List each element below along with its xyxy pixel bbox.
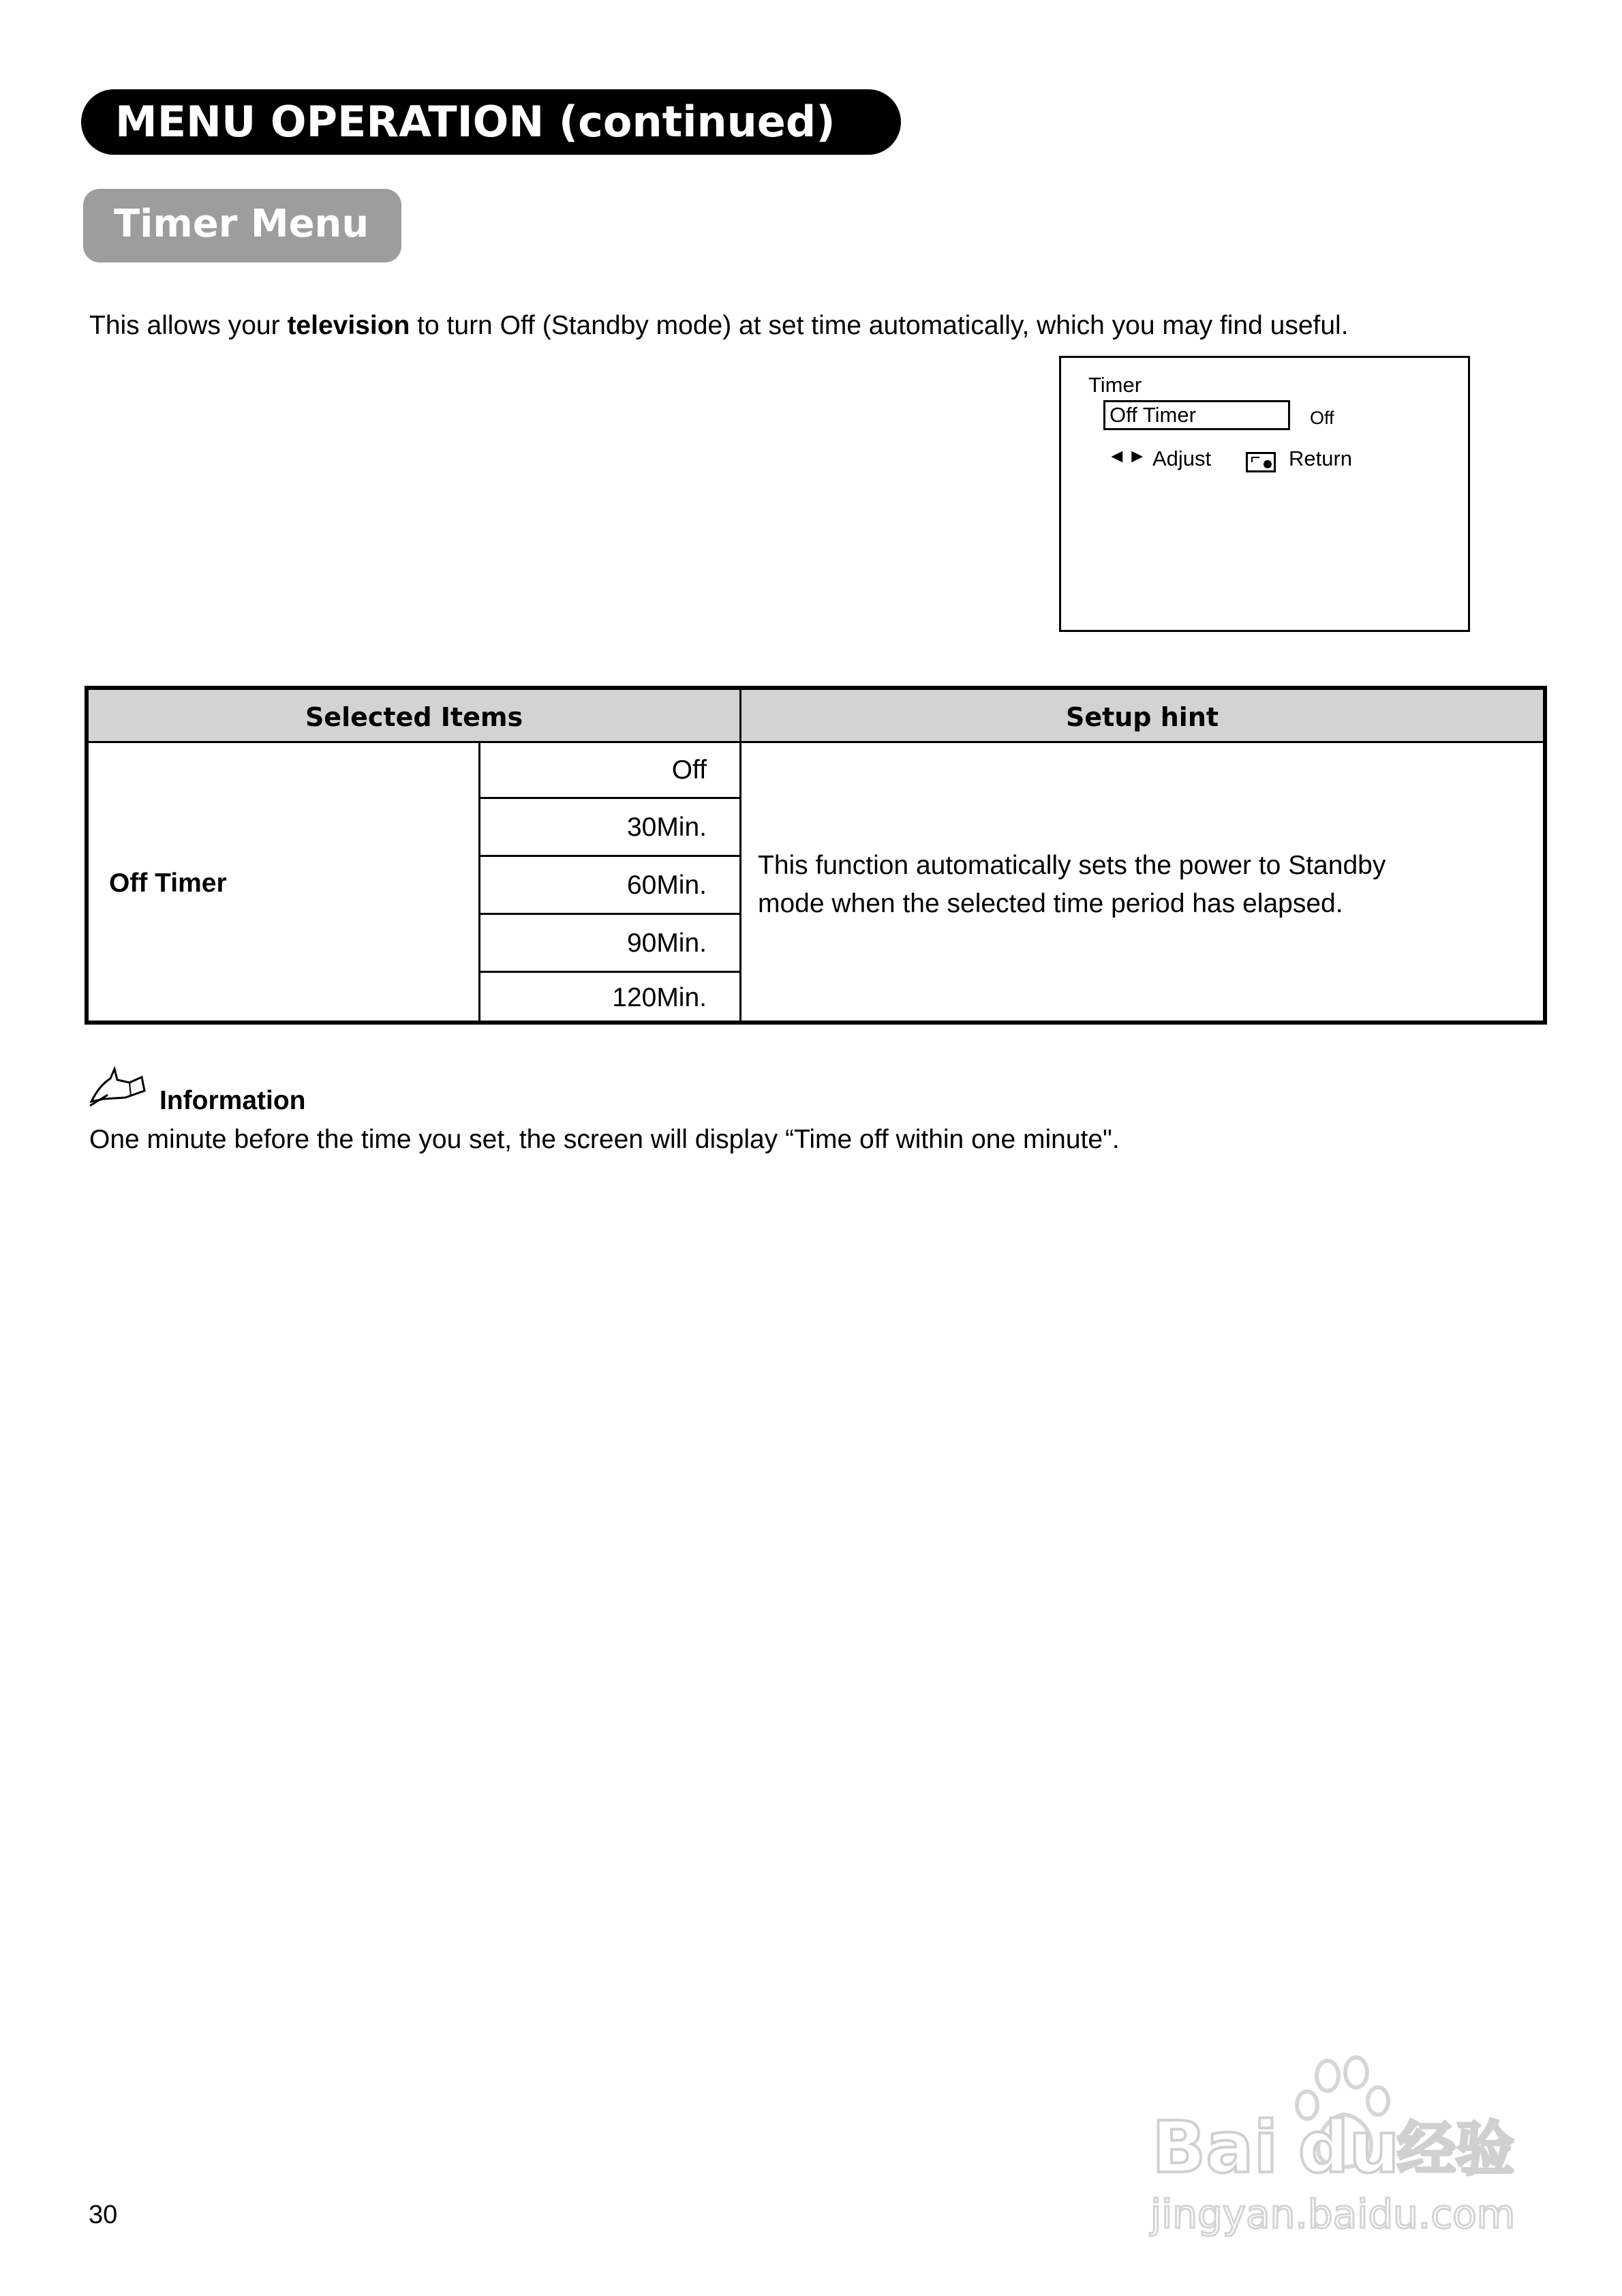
osd-title: Timer [1088,373,1142,397]
information-text: One minute before the time you set, the screen will display “Time off within one minute". [89,1125,1120,1154]
intro-text-bold: television [287,311,410,340]
row-divider [478,855,739,857]
svg-text:经验: 经验 [1397,2115,1514,2184]
column-divider [739,690,741,1021]
item-off-timer: Off Timer [109,868,227,898]
svg-text:jingyan.baidu.com: jingyan.baidu.com [1150,2191,1516,2237]
setup-hint-text [758,847,1439,923]
table-header-row [89,690,1543,743]
row-divider [478,913,739,915]
page-number: 30 [89,2201,118,2229]
osd-return-label: Return [1289,447,1353,470]
settings-table [85,686,1547,1025]
svg-text:du: du [1298,2106,1400,2189]
timer-osd-screen [1059,356,1470,632]
intro-paragraph [89,305,1555,346]
osd-off-timer-item: Off Timer [1103,400,1290,430]
option-90min: 90Min. [626,928,707,958]
header-selected-items: Selected Items [305,702,523,732]
intro-text-after: to turn Off (Standby mode) at set time automatically, which you may find useful. [410,311,1349,340]
left-right-arrows-icon: ◄► [1107,445,1148,466]
option-off: Off [671,755,707,785]
option-30min: 30Min. [626,813,707,842]
return-button-icon [1246,452,1276,472]
setup-hint-line-1: This function automatically sets the power to Standby [758,851,1386,880]
option-60min: 60Min. [626,871,707,900]
option-120min: 120Min. [612,983,707,1012]
section-title: Timer Menu [83,189,401,262]
intro-text-before: This allows your [89,311,288,340]
baidu-watermark-logo [1145,2052,1540,2250]
page-title: MENU OPERATION (continued) [81,89,901,155]
information-heading: Information [159,1086,306,1115]
header-setup-hint: Setup hint [1065,702,1219,732]
osd-off-timer-value: Off [1310,408,1334,428]
svg-text:Bai: Bai [1152,2106,1279,2189]
row-divider [478,971,739,973]
osd-adjust-label: Adjust [1152,447,1212,470]
row-divider [478,797,739,799]
setup-hint-line-2: mode when the selected time period has elapsed. [758,889,1343,918]
pencil-note-icon [87,1063,149,1111]
